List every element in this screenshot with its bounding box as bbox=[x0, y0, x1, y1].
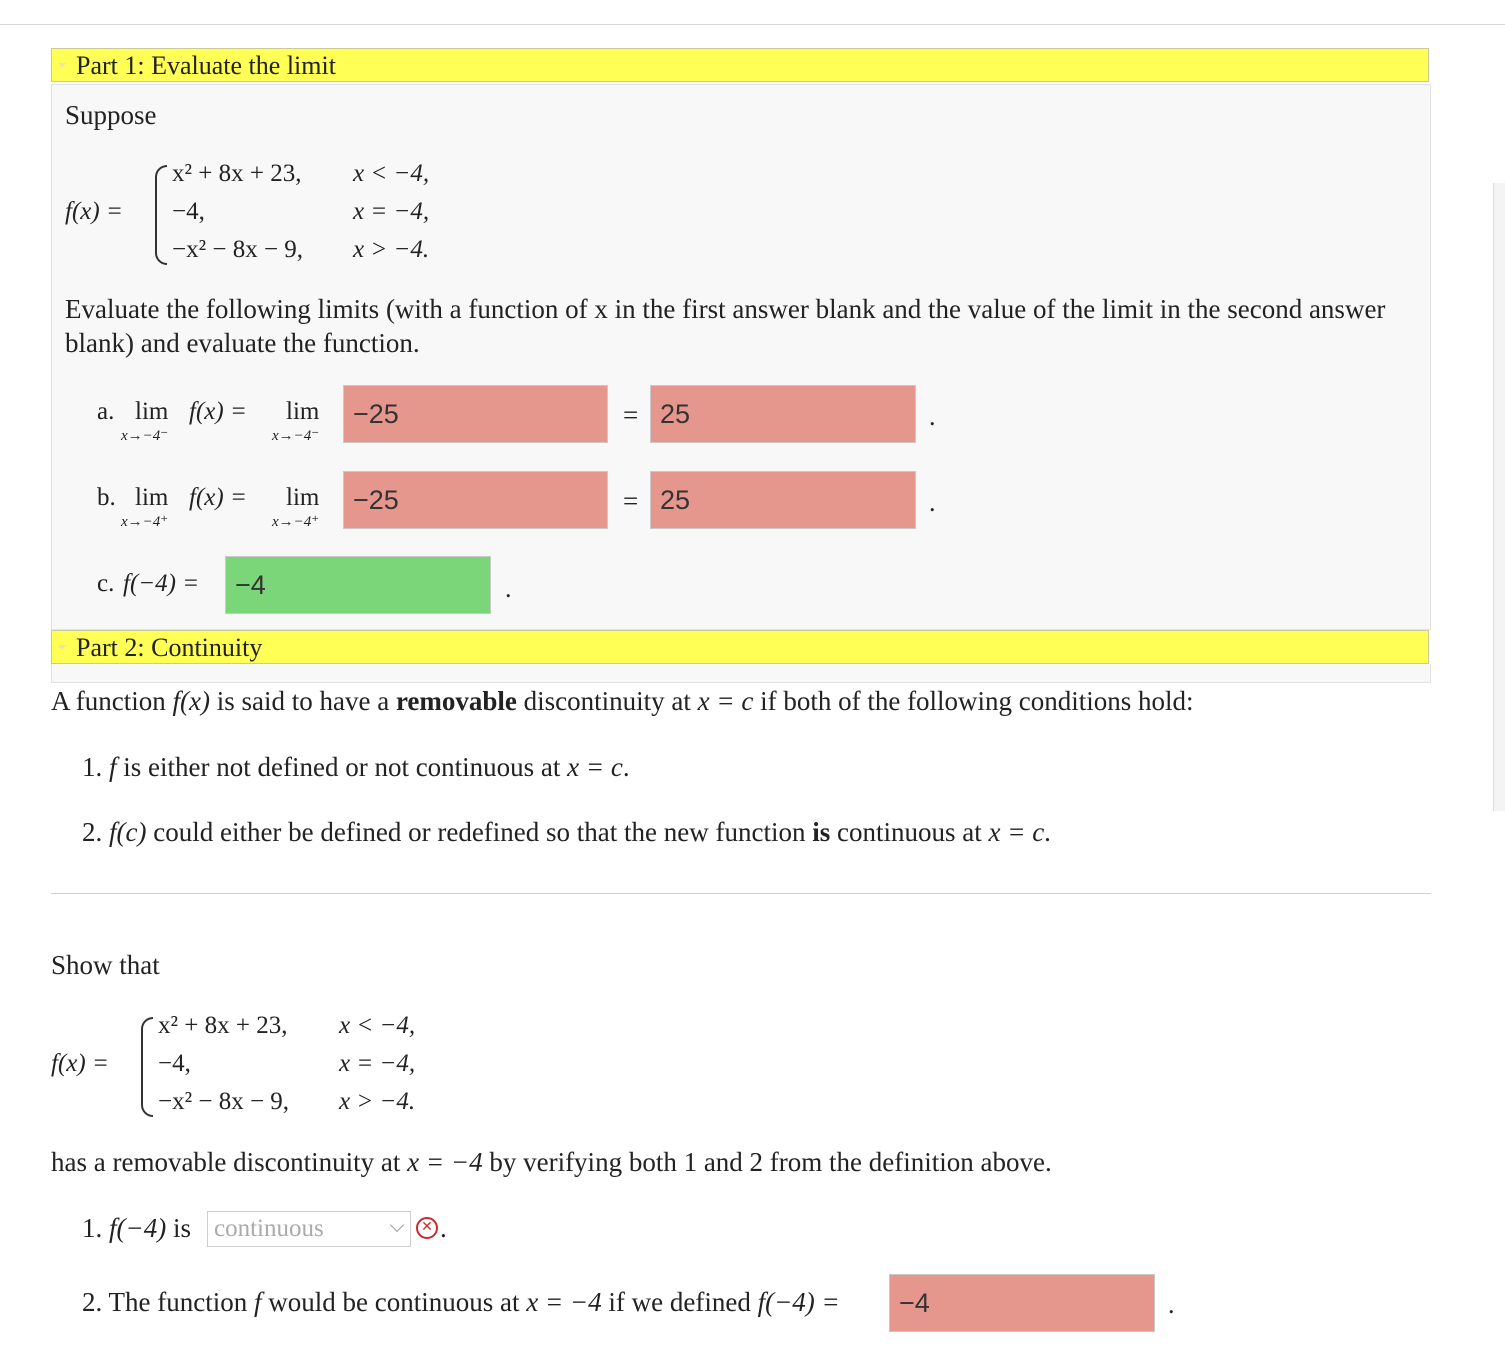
case-expr: x² + 8x + 23, bbox=[172, 160, 302, 187]
def-suffix: if both of the following conditions hold: bbox=[753, 686, 1194, 716]
lim-subscript: x→−4⁻ bbox=[121, 428, 169, 444]
has-removable-text bbox=[51, 1147, 1052, 1178]
period: . bbox=[929, 402, 936, 431]
section-divider bbox=[51, 893, 1431, 894]
fx-label: f(x) = bbox=[51, 1050, 109, 1077]
period: . bbox=[929, 488, 936, 517]
lim-subscript: x→−4⁻ bbox=[272, 428, 320, 444]
condition-text: continuous at bbox=[830, 817, 989, 847]
q2-expr: f(−4) = bbox=[757, 1287, 840, 1317]
condition-bold: is bbox=[812, 817, 831, 847]
case-cond: x > −4. bbox=[353, 236, 430, 263]
def-fx: f(x) bbox=[172, 686, 210, 716]
case-cond: x = −4, bbox=[353, 198, 430, 225]
def-bold: removable bbox=[395, 686, 517, 716]
case-expr: −4, bbox=[172, 198, 205, 225]
fx-label: f(x) = bbox=[65, 198, 123, 225]
case-cond: x < −4, bbox=[339, 1012, 416, 1039]
lim-subscript: x→−4⁺ bbox=[121, 514, 169, 530]
show-that-text: Show that bbox=[51, 950, 160, 980]
suppose-text: Suppose bbox=[65, 100, 157, 130]
item-a-label: a. bbox=[97, 398, 115, 425]
condition-fc: f(c) bbox=[109, 817, 147, 847]
condition-text: could either be defined or redefined so that the new function bbox=[146, 817, 813, 847]
caret-down-icon bbox=[58, 645, 66, 650]
condition-f: f bbox=[109, 752, 117, 782]
select-value: continuous bbox=[214, 1215, 324, 1242]
x-circle-icon: ✕ bbox=[416, 1217, 438, 1239]
q2-answer-input[interactable]: −4 bbox=[889, 1274, 1155, 1332]
chevron-down-icon bbox=[390, 1218, 404, 1232]
has-x: x = −4 bbox=[407, 1147, 483, 1177]
q2-x: x = −4 bbox=[526, 1287, 602, 1317]
part2-header[interactable] bbox=[51, 630, 1429, 664]
answer-b-limit-input[interactable]: 25 bbox=[650, 471, 916, 529]
answer-c-input[interactable]: −4 bbox=[225, 556, 491, 614]
q2-num: 2. bbox=[82, 1287, 103, 1317]
def-xc: x = c bbox=[697, 686, 754, 716]
answer-b-function-input[interactable]: −25 bbox=[343, 471, 608, 529]
lim-operator: lim bbox=[286, 484, 320, 511]
part2-title: Part 2: Continuity bbox=[76, 633, 263, 662]
case-expr: −4, bbox=[158, 1050, 191, 1077]
part1-title: Part 1: Evaluate the limit bbox=[76, 51, 336, 80]
f-of-neg4: f(−4) = bbox=[123, 570, 200, 597]
q1-expr: f(−4) bbox=[109, 1213, 167, 1243]
lim-operator: lim bbox=[286, 398, 320, 425]
case-expr: −x² − 8x − 9, bbox=[172, 236, 304, 263]
period: . bbox=[1168, 1290, 1175, 1319]
q2-text: The function bbox=[108, 1287, 254, 1317]
caret-down-icon bbox=[58, 63, 66, 68]
lim-operator: lim bbox=[135, 398, 169, 425]
q1-is: is bbox=[166, 1213, 191, 1243]
item-c-label: c. bbox=[97, 570, 115, 597]
condition-xc: x = c bbox=[988, 817, 1045, 847]
condition-1 bbox=[82, 752, 630, 783]
def-prefix: A function bbox=[51, 686, 173, 716]
condition-num: 1. bbox=[82, 752, 103, 782]
item-b-label: b. bbox=[97, 484, 116, 511]
condition-end: . bbox=[622, 752, 630, 782]
fx-equals: f(x) = bbox=[189, 484, 247, 511]
case-expr: x² + 8x + 23, bbox=[158, 1012, 288, 1039]
answer-a-function-input[interactable]: −25 bbox=[343, 385, 608, 443]
definition-text bbox=[51, 686, 1194, 717]
left-brace-icon bbox=[141, 1017, 153, 1117]
answer-a-limit-input[interactable]: 25 bbox=[650, 385, 916, 443]
part2-panel bbox=[51, 664, 1431, 683]
def-mid1: is said to have a bbox=[209, 686, 396, 716]
lim-subscript: x→−4⁺ bbox=[272, 514, 320, 530]
q1-end: . bbox=[440, 1213, 447, 1243]
has-prefix: has a removable discontinuity at bbox=[51, 1147, 408, 1177]
question-1 bbox=[82, 1213, 191, 1244]
fx-equals: f(x) = bbox=[189, 398, 247, 425]
q1-num: 1. bbox=[82, 1213, 103, 1243]
condition-text: is either not defined or not continuous at bbox=[116, 752, 568, 782]
lim-operator: lim bbox=[135, 484, 169, 511]
part1-header[interactable] bbox=[51, 48, 1429, 82]
condition-end: . bbox=[1044, 817, 1051, 847]
instructions-text: Evaluate the following limits (with a function of x in the first answer blank and the value of the limit in the second answer blank) and evaluate the function. bbox=[65, 294, 1386, 358]
condition-xc: x = c bbox=[567, 752, 623, 782]
condition-2 bbox=[82, 817, 1051, 848]
case-cond: x < −4, bbox=[353, 160, 430, 187]
case-expr: −x² − 8x − 9, bbox=[158, 1088, 290, 1115]
case-cond: x > −4. bbox=[339, 1088, 416, 1115]
condition-num: 2. bbox=[82, 817, 103, 847]
top-divider bbox=[0, 24, 1505, 25]
equals-sign: = bbox=[623, 400, 639, 430]
def-mid2: discontinuity at bbox=[516, 686, 698, 716]
case-cond: x = −4, bbox=[339, 1050, 416, 1077]
q2-text2: would be continuous at bbox=[261, 1287, 527, 1317]
continuity-select[interactable] bbox=[207, 1211, 411, 1247]
left-brace-icon bbox=[155, 165, 167, 265]
period: . bbox=[505, 574, 512, 603]
has-suffix: by verifying both 1 and 2 from the definition above. bbox=[482, 1147, 1052, 1177]
q2-f: f bbox=[253, 1287, 262, 1317]
q2-text3: if we defined bbox=[601, 1287, 758, 1317]
scrollbar[interactable] bbox=[1493, 183, 1505, 811]
question-2 bbox=[82, 1287, 840, 1318]
equals-sign: = bbox=[623, 486, 639, 516]
